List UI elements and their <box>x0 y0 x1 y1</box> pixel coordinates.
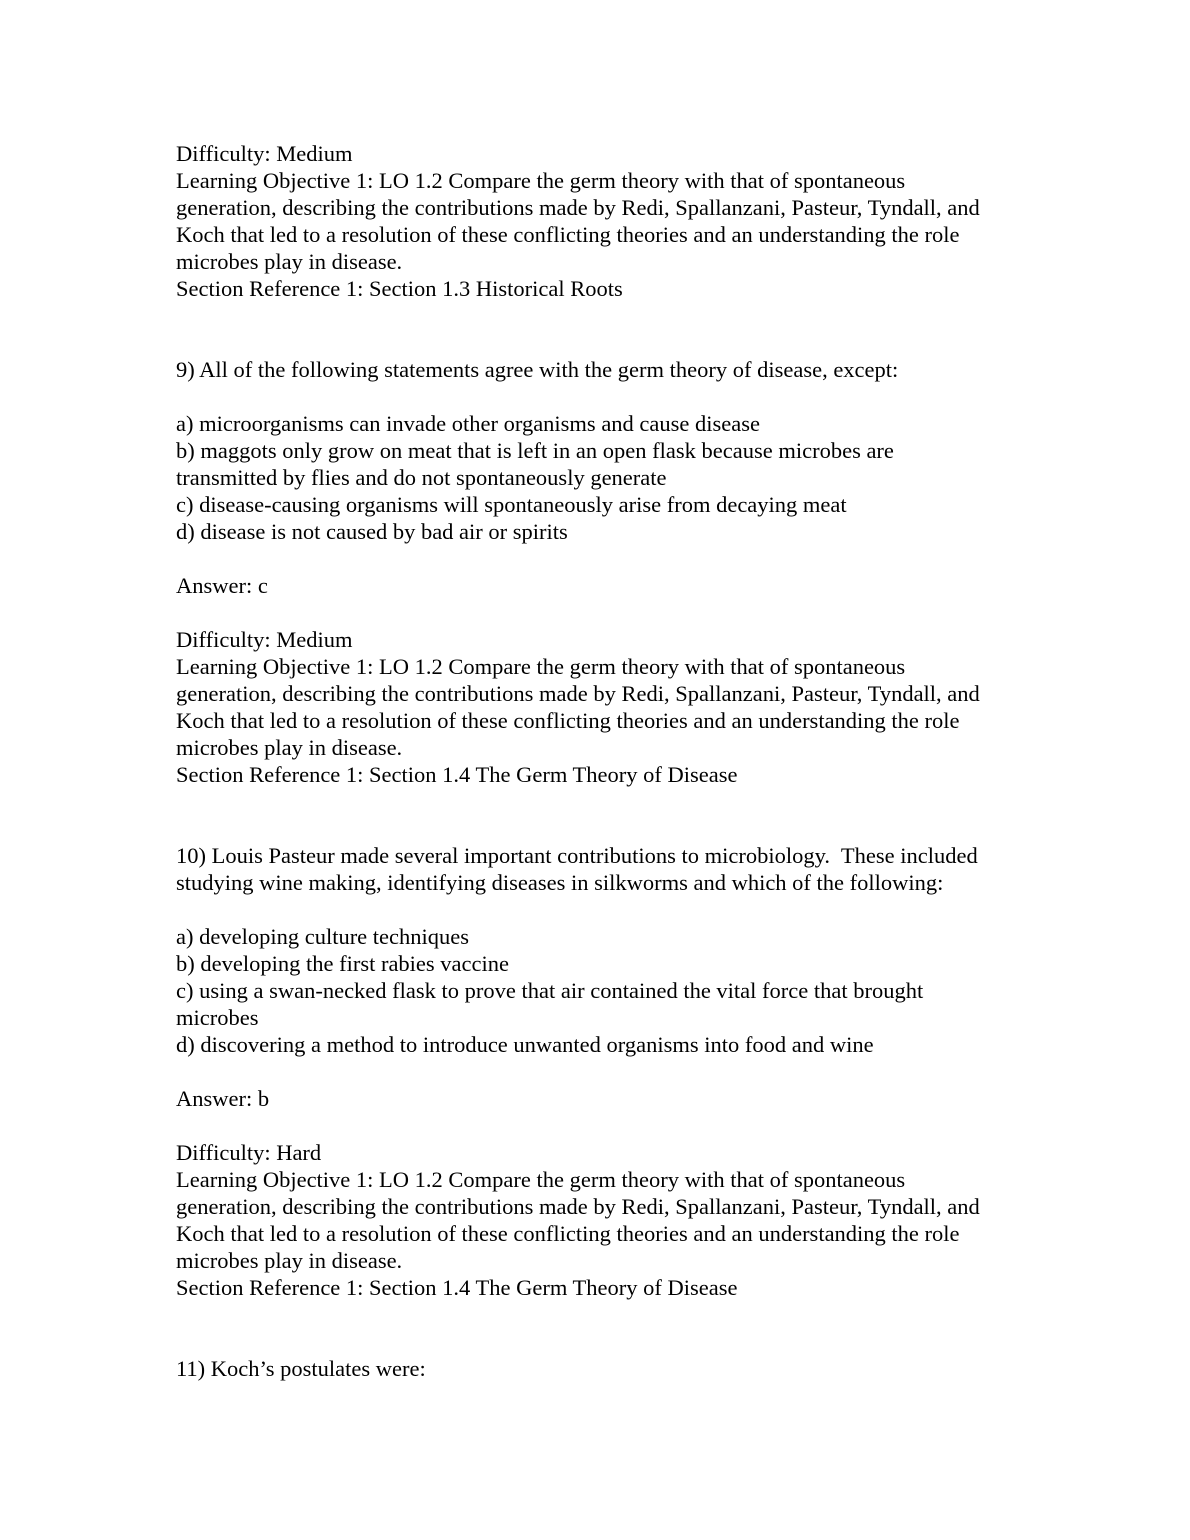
question-text: studying wine making, identifying diseases in silkworms and which of the following: <box>176 870 944 895</box>
answer-line: Answer: b <box>176 1086 270 1111</box>
difficulty-line: Difficulty: Medium <box>176 627 353 652</box>
answer-option: c) disease-causing organisms will spontaneously arise from decaying meat <box>176 492 847 517</box>
learning-objective-line: generation, describing the contributions made by Redi, Spallanzani, Pasteur, Tyndall, and <box>176 681 980 706</box>
spacer <box>176 788 1056 842</box>
answer-line: Answer: c <box>176 573 268 598</box>
answer-option: b) maggots only grow on meat that is left in an open flask because microbes are <box>176 438 894 463</box>
difficulty-line: Difficulty: Medium <box>176 141 353 166</box>
learning-objective-line: Koch that led to a resolution of these conflicting theories and an understanding the role <box>176 1221 960 1246</box>
difficulty-line: Difficulty: Hard <box>176 1140 322 1165</box>
section-reference-line: Section Reference 1: Section 1.4 The Germ Theory of Disease <box>176 1275 738 1300</box>
question-9 <box>176 356 1056 788</box>
spacer <box>176 1112 1056 1139</box>
spacer <box>176 383 1056 410</box>
section-reference-line: Section Reference 1: Section 1.3 Historical Roots <box>176 276 623 301</box>
spacer <box>176 1301 1056 1355</box>
answer-option: c) using a swan-necked flask to prove that air contained the vital force that brought <box>176 978 924 1003</box>
learning-objective-line: microbes play in disease. <box>176 735 403 760</box>
spacer <box>176 545 1056 572</box>
answer-option: d) discovering a method to introduce unwanted organisms into food and wine <box>176 1032 874 1057</box>
learning-objective-line: Koch that led to a resolution of these conflicting theories and an understanding the role <box>176 222 960 247</box>
answer-option: microbes <box>176 1005 259 1030</box>
answer-option: d) disease is not caused by bad air or spirits <box>176 519 568 544</box>
learning-objective-line: Learning Objective 1: LO 1.2 Compare the germ theory with that of spontaneous <box>176 168 906 193</box>
question-text: 10) Louis Pasteur made several important contributions to microbiology. These included <box>176 843 978 868</box>
spacer <box>176 1058 1056 1085</box>
answer-option: transmitted by flies and do not spontaneously generate <box>176 465 667 490</box>
question-10 <box>176 842 1056 1301</box>
learning-objective-line: generation, describing the contributions made by Redi, Spallanzani, Pasteur, Tyndall, and <box>176 1194 980 1219</box>
learning-objective-line: Learning Objective 1: LO 1.2 Compare the germ theory with that of spontaneous <box>176 1167 906 1192</box>
learning-objective-line: Learning Objective 1: LO 1.2 Compare the germ theory with that of spontaneous <box>176 654 906 679</box>
learning-objective-line: Koch that led to a resolution of these conflicting theories and an understanding the role <box>176 708 960 733</box>
question-text: 11) Koch’s postulates were: <box>176 1356 426 1381</box>
section-reference-line: Section Reference 1: Section 1.4 The Germ Theory of Disease <box>176 762 738 787</box>
learning-objective-line: microbes play in disease. <box>176 249 403 274</box>
spacer <box>176 302 1056 356</box>
learning-objective-line: microbes play in disease. <box>176 1248 403 1273</box>
learning-objective-line: generation, describing the contributions made by Redi, Spallanzani, Pasteur, Tyndall, and <box>176 195 980 220</box>
question-text: 9) All of the following statements agree with the germ theory of disease, except: <box>176 357 899 382</box>
answer-option: a) developing culture techniques <box>176 924 470 949</box>
question-11 <box>176 1355 1056 1382</box>
q8-metadata <box>176 140 1056 302</box>
answer-option: b) developing the first rabies vaccine <box>176 951 509 976</box>
document-page <box>176 140 1056 1382</box>
spacer <box>176 896 1056 923</box>
answer-option: a) microorganisms can invade other organisms and cause disease <box>176 411 760 436</box>
spacer <box>176 599 1056 626</box>
